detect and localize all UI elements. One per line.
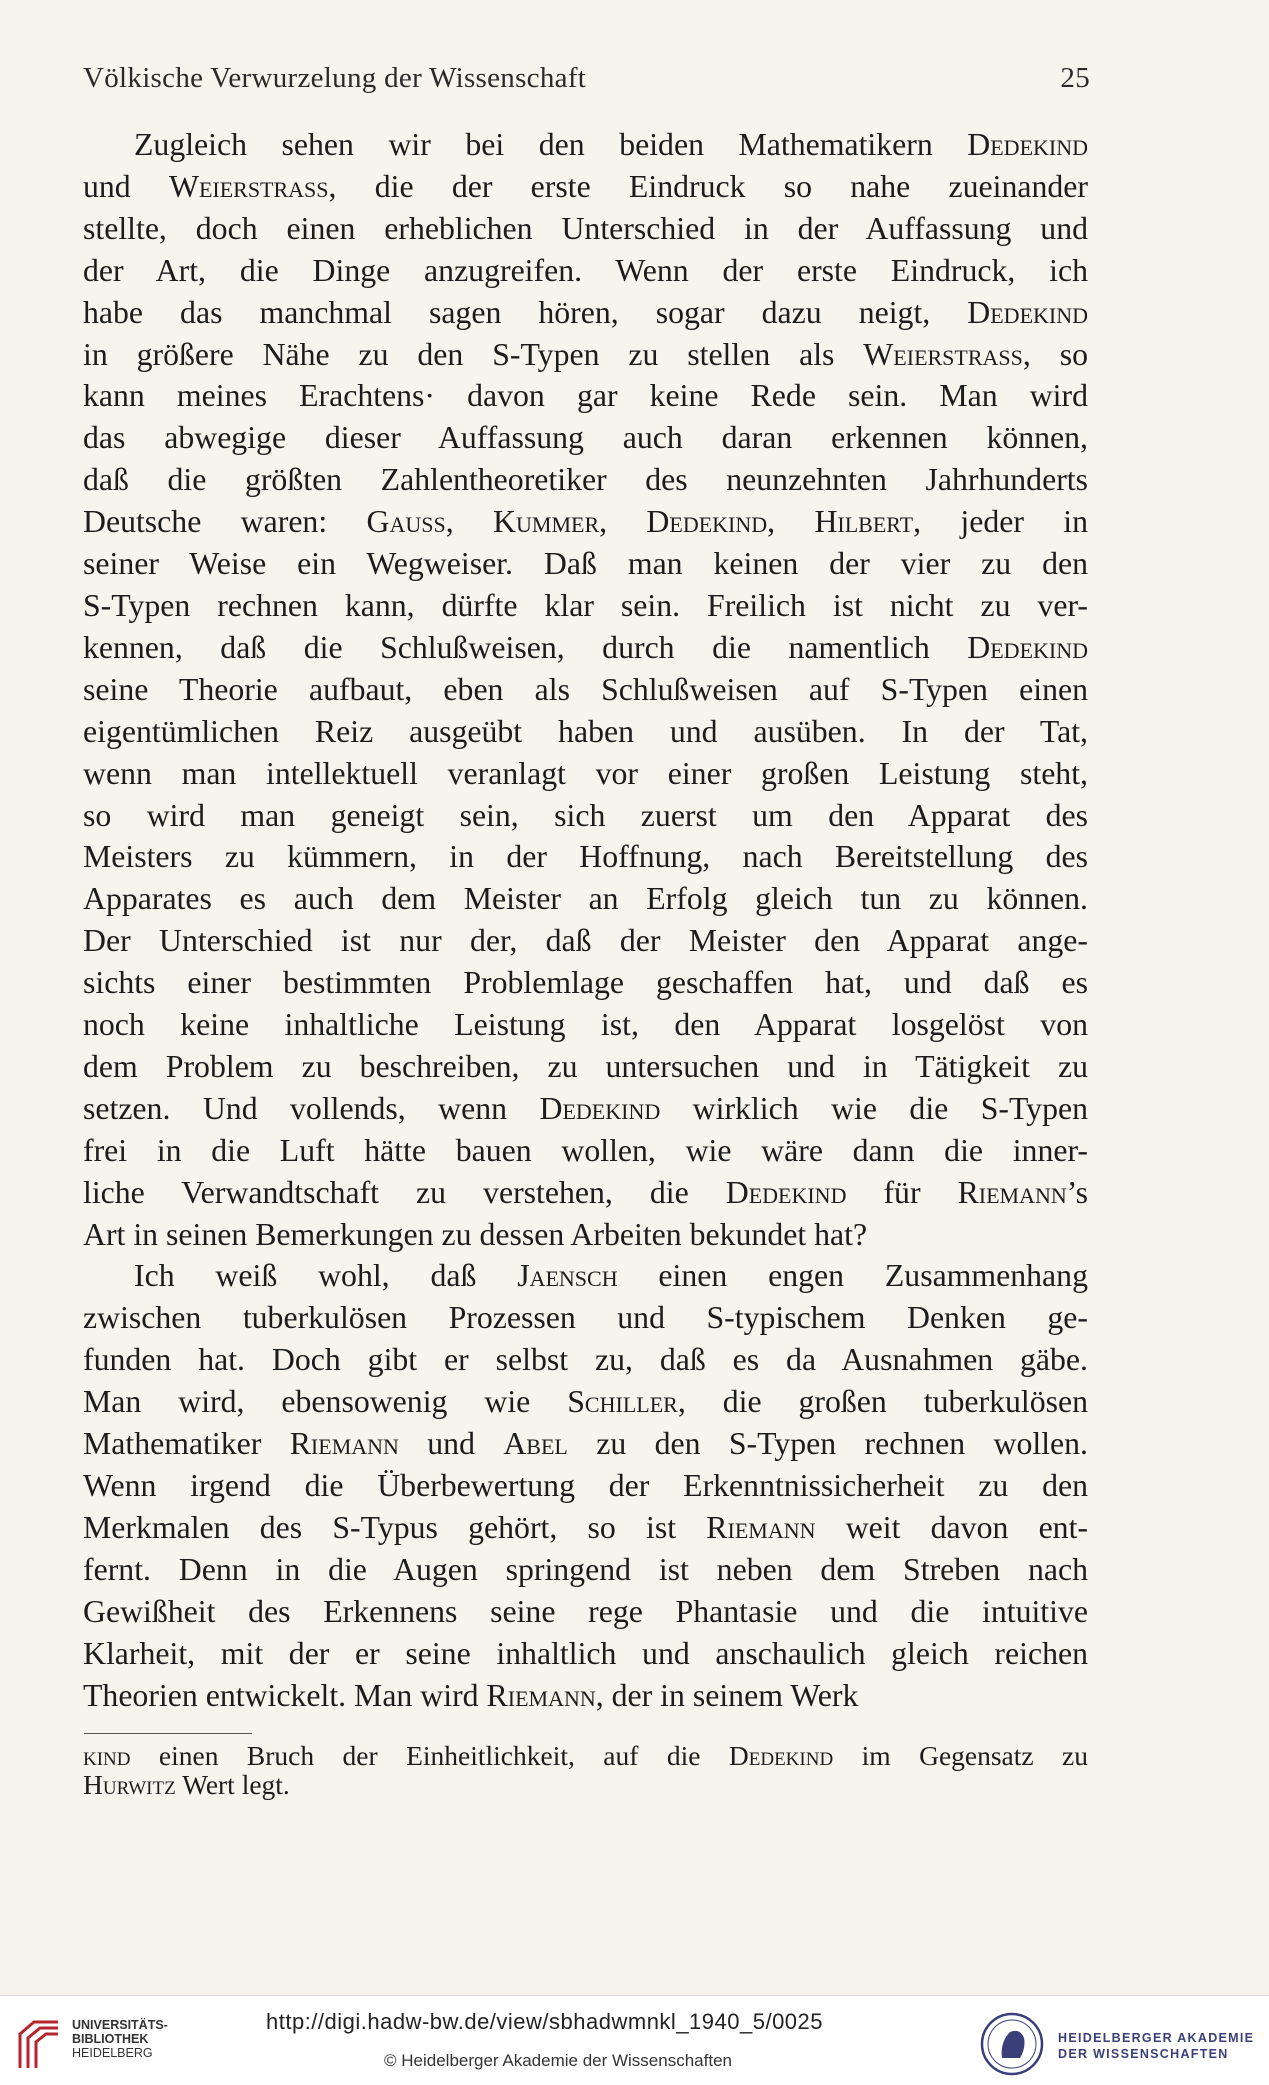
text-line: stellte, doch einen erheblichen Unterschied in der Auffassung und: [83, 210, 1088, 246]
text-line: Zugleich sehen wir bei den beiden Mathematikern Dedekind: [134, 127, 1088, 162]
text-line: sichts einer bestimmten Problemlage geschaffen hat, und daß es: [83, 965, 1088, 1001]
text-line: Man wird, ebensowenig wie Schiller, die großen tuberkulösen: [83, 1384, 1089, 1420]
text-line: Ich weiß wohl, daß Jaensch einen engen Zusammenhang: [134, 1258, 1088, 1294]
university-library-name: UNIVERSITÄTS- BIBLIOTHEK HEIDELBERG: [72, 2018, 168, 2060]
footnote-rule: [84, 1733, 252, 1734]
text-line: dem Problem zu beschreiben, zu untersuchen und in Tätigkeit zu: [83, 1048, 1088, 1084]
text-line: Apparates es auch dem Meister an Erfolg gleich tun zu können.: [83, 881, 1088, 917]
body-text: [83, 124, 1088, 1716]
text-line: Hurwitz Wert legt.: [83, 1769, 290, 1800]
text-line: seine Theorie aufbaut, eben als Schlußweisen auf S-Typen einen: [83, 671, 1088, 707]
text-line: Wenn irgend die Überbewertung der Erkenntnissicherheit zu den: [83, 1468, 1088, 1503]
text-line: liche Verwandtschaft zu verstehen, die Dedekind für Riemann’s: [83, 1174, 1088, 1210]
text-line: und Weierstrass, die der erste Eindruck so nahe zueinander: [83, 168, 1088, 204]
university-library-logo-icon: [14, 2018, 64, 2070]
text-line: frei in die Luft hätte bauen wollen, wie wäre dann die inner-: [83, 1132, 1088, 1168]
text-line: kennen, daß die Schlußweisen, durch die namentlich Dedekind: [83, 629, 1088, 665]
text-line: habe das manchmal sagen hören, sogar dazu neigt, Dedekind: [83, 294, 1088, 330]
text-line: funden hat. Doch gibt er selbst zu, daß es da Ausnahmen gäbe.: [83, 1342, 1088, 1378]
text-line: daß die größten Zahlentheoretiker des neunzehnten Jahrhunderts: [83, 462, 1088, 498]
text-line: zwischen tuberkulösen Prozessen und S-typischem Denken ge-: [83, 1300, 1088, 1336]
text-line: in größere Nähe zu den S-Typen zu stellen als Weierstrass, so: [83, 336, 1088, 372]
text-line: fernt. Denn in die Augen springend ist neben dem Streben nach: [83, 1551, 1088, 1587]
text-line: Mathematiker Riemann und Abel zu den S-Typen rechnen wollen.: [83, 1426, 1088, 1462]
paragraph-1: [83, 124, 1088, 1255]
text-line: Klarheit, mit der er seine inhaltlich und anschaulich gleich reichen: [83, 1635, 1088, 1671]
permalink-url[interactable]: http://digi.hadw-bw.de/view/sbhadwmnkl_1940_5/0025: [266, 2009, 824, 2034]
text-line: Art in seinen Bemerkungen zu dessen Arbeiten bekundet hat?: [83, 1216, 868, 1252]
academy-seal-icon: [980, 2012, 1044, 2076]
page-number: 25: [1060, 62, 1090, 94]
text-line: Meisters zu kümmern, in der Hoffnung, nach Bereitstellung des: [83, 839, 1088, 875]
text-line: der Art, die Dinge anzugreifen. Wenn der erste Eindruck, ich: [83, 252, 1088, 288]
text-line: das abwegige dieser Auffassung auch daran erkennen können,: [83, 420, 1088, 456]
text-line: Deutsche waren: Gauss, Kummer, Dedekind, Hilbert, jeder in: [83, 504, 1088, 540]
footer-bar: [0, 1995, 1269, 2085]
text-line: setzen. Und vollends, wenn Dedekind wirklich wie die S-Typen: [83, 1090, 1088, 1126]
text-line: eigentümlichen Reiz ausgeübt haben und ausüben. In der Tat,: [83, 713, 1088, 749]
footnote: [83, 1741, 1088, 1799]
text-line: wenn man intellektuell veranlagt vor einer großen Leistung steht,: [83, 755, 1088, 791]
text-line: seiner Weise ein Wegweiser. Daß man keinen der vier zu den: [83, 546, 1088, 582]
running-title: Völkische Verwurzelung der Wissenschaft: [83, 62, 587, 94]
text-line: Gewißheit des Erkennens seine rege Phantasie und die intuitive: [83, 1593, 1088, 1629]
text-line: kann meines Erachtens· davon gar keine Rede sein. Man wird: [83, 378, 1088, 414]
paragraph-2: [83, 1255, 1088, 1716]
text-line: kind einen Bruch der Einheitlichkeit, auf die Dedekind im Gegensatz zu: [83, 1740, 1088, 1771]
page-header: [83, 62, 1090, 95]
text-line: Theorien entwickelt. Man wird Riemann, der in seinem Werk: [83, 1677, 859, 1713]
text-line: S-Typen rechnen kann, dürfte klar sein. Freilich ist nicht zu ver-: [83, 587, 1088, 623]
academy-name: HEIDELBERGER AKADEMIE DER WISSENSCHAFTEN: [1058, 2031, 1255, 2061]
text-line: Der Unterschied ist nur der, daß der Meister den Apparat ange-: [83, 923, 1088, 959]
text-line: so wird man geneigt sein, sich zuerst um den Apparat des: [83, 797, 1088, 833]
copyright-notice: © Heidelberger Akademie der Wissenschaften: [384, 2051, 732, 2070]
text-line: noch keine inhaltliche Leistung ist, den Apparat losgelöst von: [83, 1007, 1088, 1043]
text-line: Merkmalen des S-Typus gehört, so ist Riemann weit davon ent-: [83, 1509, 1089, 1545]
